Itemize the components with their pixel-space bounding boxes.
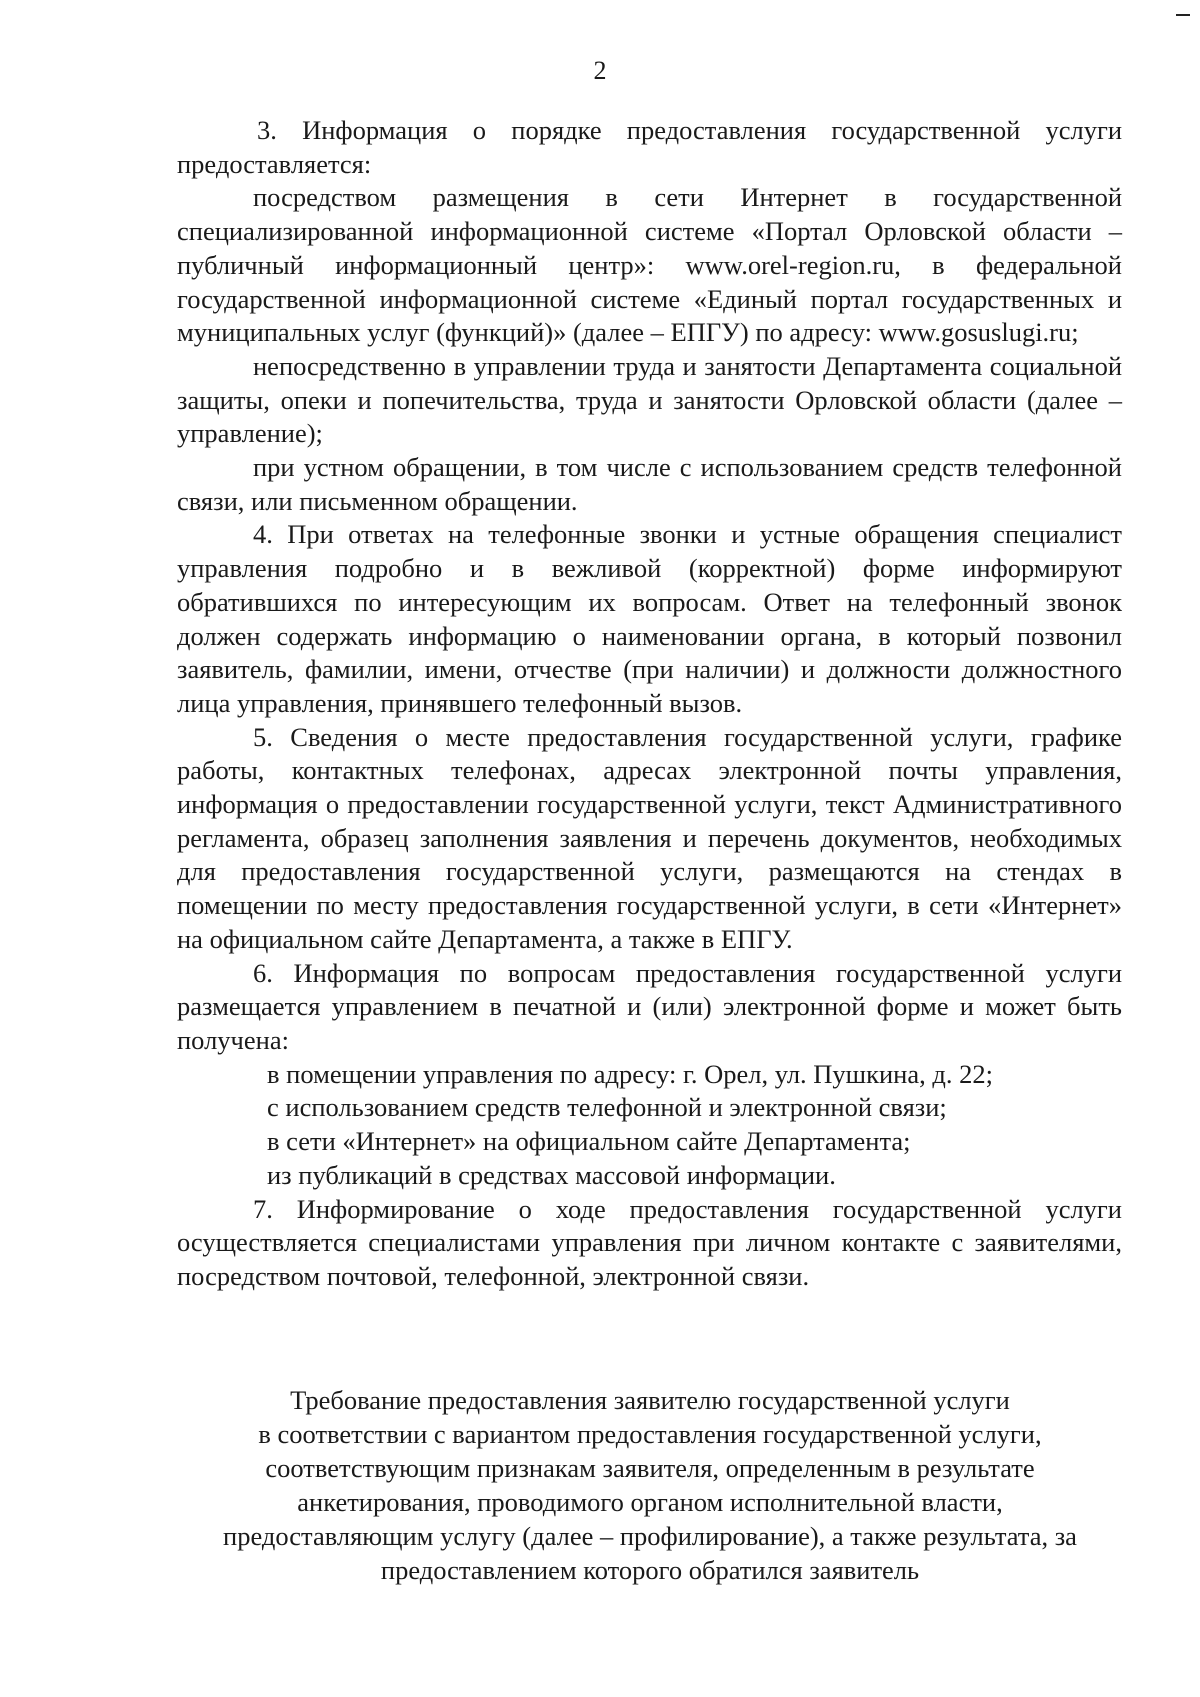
- list-item: в помещении управления по адресу: г. Орел, ул. Пушкина, д. 22;: [267, 1058, 993, 1089]
- paragraph-3-internet: посредством размещения в сети Интернет в государственной специализированной информационной системе «Портал Орловской области – публичный информационный центр»: www.orel-region.ru, в федеральной государственной информационной системе «Единый портал государственных и муниципальных услуг (функций)» (далее – ЕПГУ) по адресу: www.gosuslugi.ru;: [177, 182, 1122, 348]
- heading-line: предоставляющим услугу (далее – профилирование), а также результата, за: [223, 1521, 1077, 1551]
- paragraph-3-directly: непосредственно в управлении труда и занятости Департамента социальной защиты, опеки и попечительства, труда и занятости Орловской области (далее – управление);: [177, 350, 1122, 449]
- list-item: с использованием средств телефонной и электронной связи;: [267, 1092, 947, 1123]
- paragraph-7: 7. Информирование о ходе предоставления государственной услуги осуществляется специалистами управления при личном контакте с заявителями, посредством почтовой, телефонной, электронной связи.: [177, 1193, 1122, 1291]
- section-heading: [170, 1383, 1130, 1587]
- list-item: в сети «Интернет» на официальном сайте Департамента;: [267, 1126, 911, 1157]
- paragraph-4: 4. При ответах на телефонные звонки и устные обращения специалист управления подробно и в вежливой (корректной) форме информируют обратившихся по интересующим их вопросам. Ответ на телефонный звонок должен содержать информацию о наименовании органа, в который позвонил заявитель, фамилии, имени, отчестве (при наличии) и должности должностного лица управления, принявшего телефонный вызов.: [177, 519, 1122, 718]
- paragraph-3: 3. Информация о порядке предоставления государственной услуги предоставляется:: [177, 115, 1122, 179]
- heading-line: в соответствии с вариантом предоставления государственной услуги,: [258, 1419, 1042, 1449]
- heading-line: анкетирования, проводимого органом исполнительной власти,: [297, 1487, 1003, 1517]
- list-item: из публикаций в средствах массовой информации.: [267, 1159, 836, 1190]
- paragraph-6: 6. Информация по вопросам предоставления государственной услуги размещается управлением в печатной и (или) электронной форме и может быть получена:: [177, 957, 1122, 1055]
- page-number: 2: [593, 56, 607, 85]
- paragraph-3-oral: при устном обращении, в том числе с использованием средств телефонной связи, или письменном обращении.: [177, 452, 1122, 516]
- heading-line: Требование предоставления заявителю государственной услуги: [290, 1385, 1010, 1415]
- document-body: [177, 114, 1122, 1294]
- paragraph-5: 5. Сведения о месте предоставления государственной услуги, графике работы, контактных телефонах, адресах электронной почты управления, информация о предоставлении государственной услуги, текст Административного регламента, образец заполнения заявления и перечень документов, необходимых для предоставления государственной услуги, размещаются на стендах в помещении по месту предоставления государственной услуги, в сети «Интернет» на официальном сайте Департамента, а также в ЕПГУ.: [177, 721, 1122, 954]
- heading-line: предоставлением которого обратился заявитель: [380, 1555, 920, 1585]
- heading-line: соответствующим признакам заявителя, определенным в результате: [265, 1453, 1035, 1483]
- scan-edge-mark: [1176, 14, 1190, 16]
